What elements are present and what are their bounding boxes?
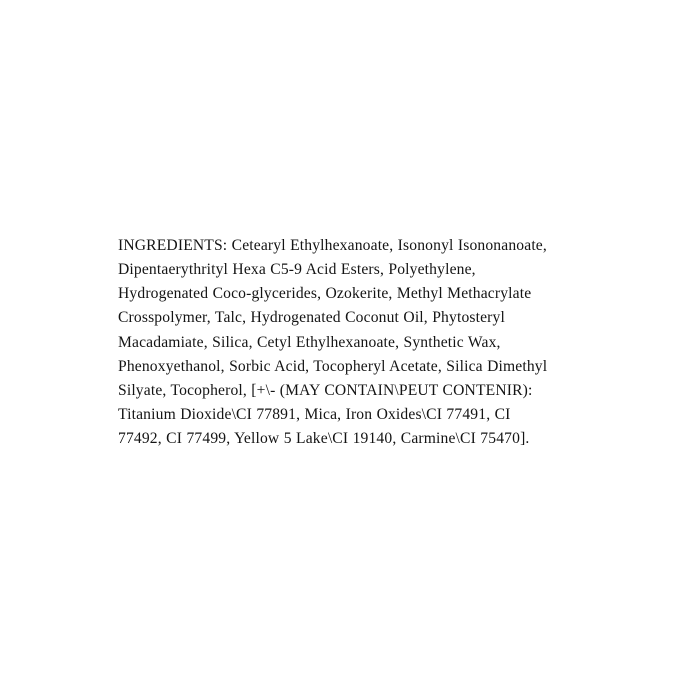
ingredients-paragraph: INGREDIENTS: Cetearyl Ethylhexanoate, Isononyl Isononanoate, Dipentaerythrityl Hexa C5-9 Acid Esters, Polyethylene, Hydrogenated Coco-glycerides, Ozokerite, Methyl Methacrylate Crosspolymer, Talc, Hydrogenated Coconut Oil, Phytosteryl Macadamiate, Silica, Cetyl Ethylhexanoate, Synthetic Wax, Phenoxyethanol, Sorbic Acid, Tocopheryl Acetate, Silica Dimethyl Silyate, Tocopherol, [+\- (MAY CONTAIN\PEUT CONTENIR): Titanium Dioxide\CI 77891, Mica, Iron Oxides\CI 77491, CI 77492, CI 77499, Yellow 5 Lake\CI 19140, Carmine\CI 75470]. [118, 236, 548, 448]
